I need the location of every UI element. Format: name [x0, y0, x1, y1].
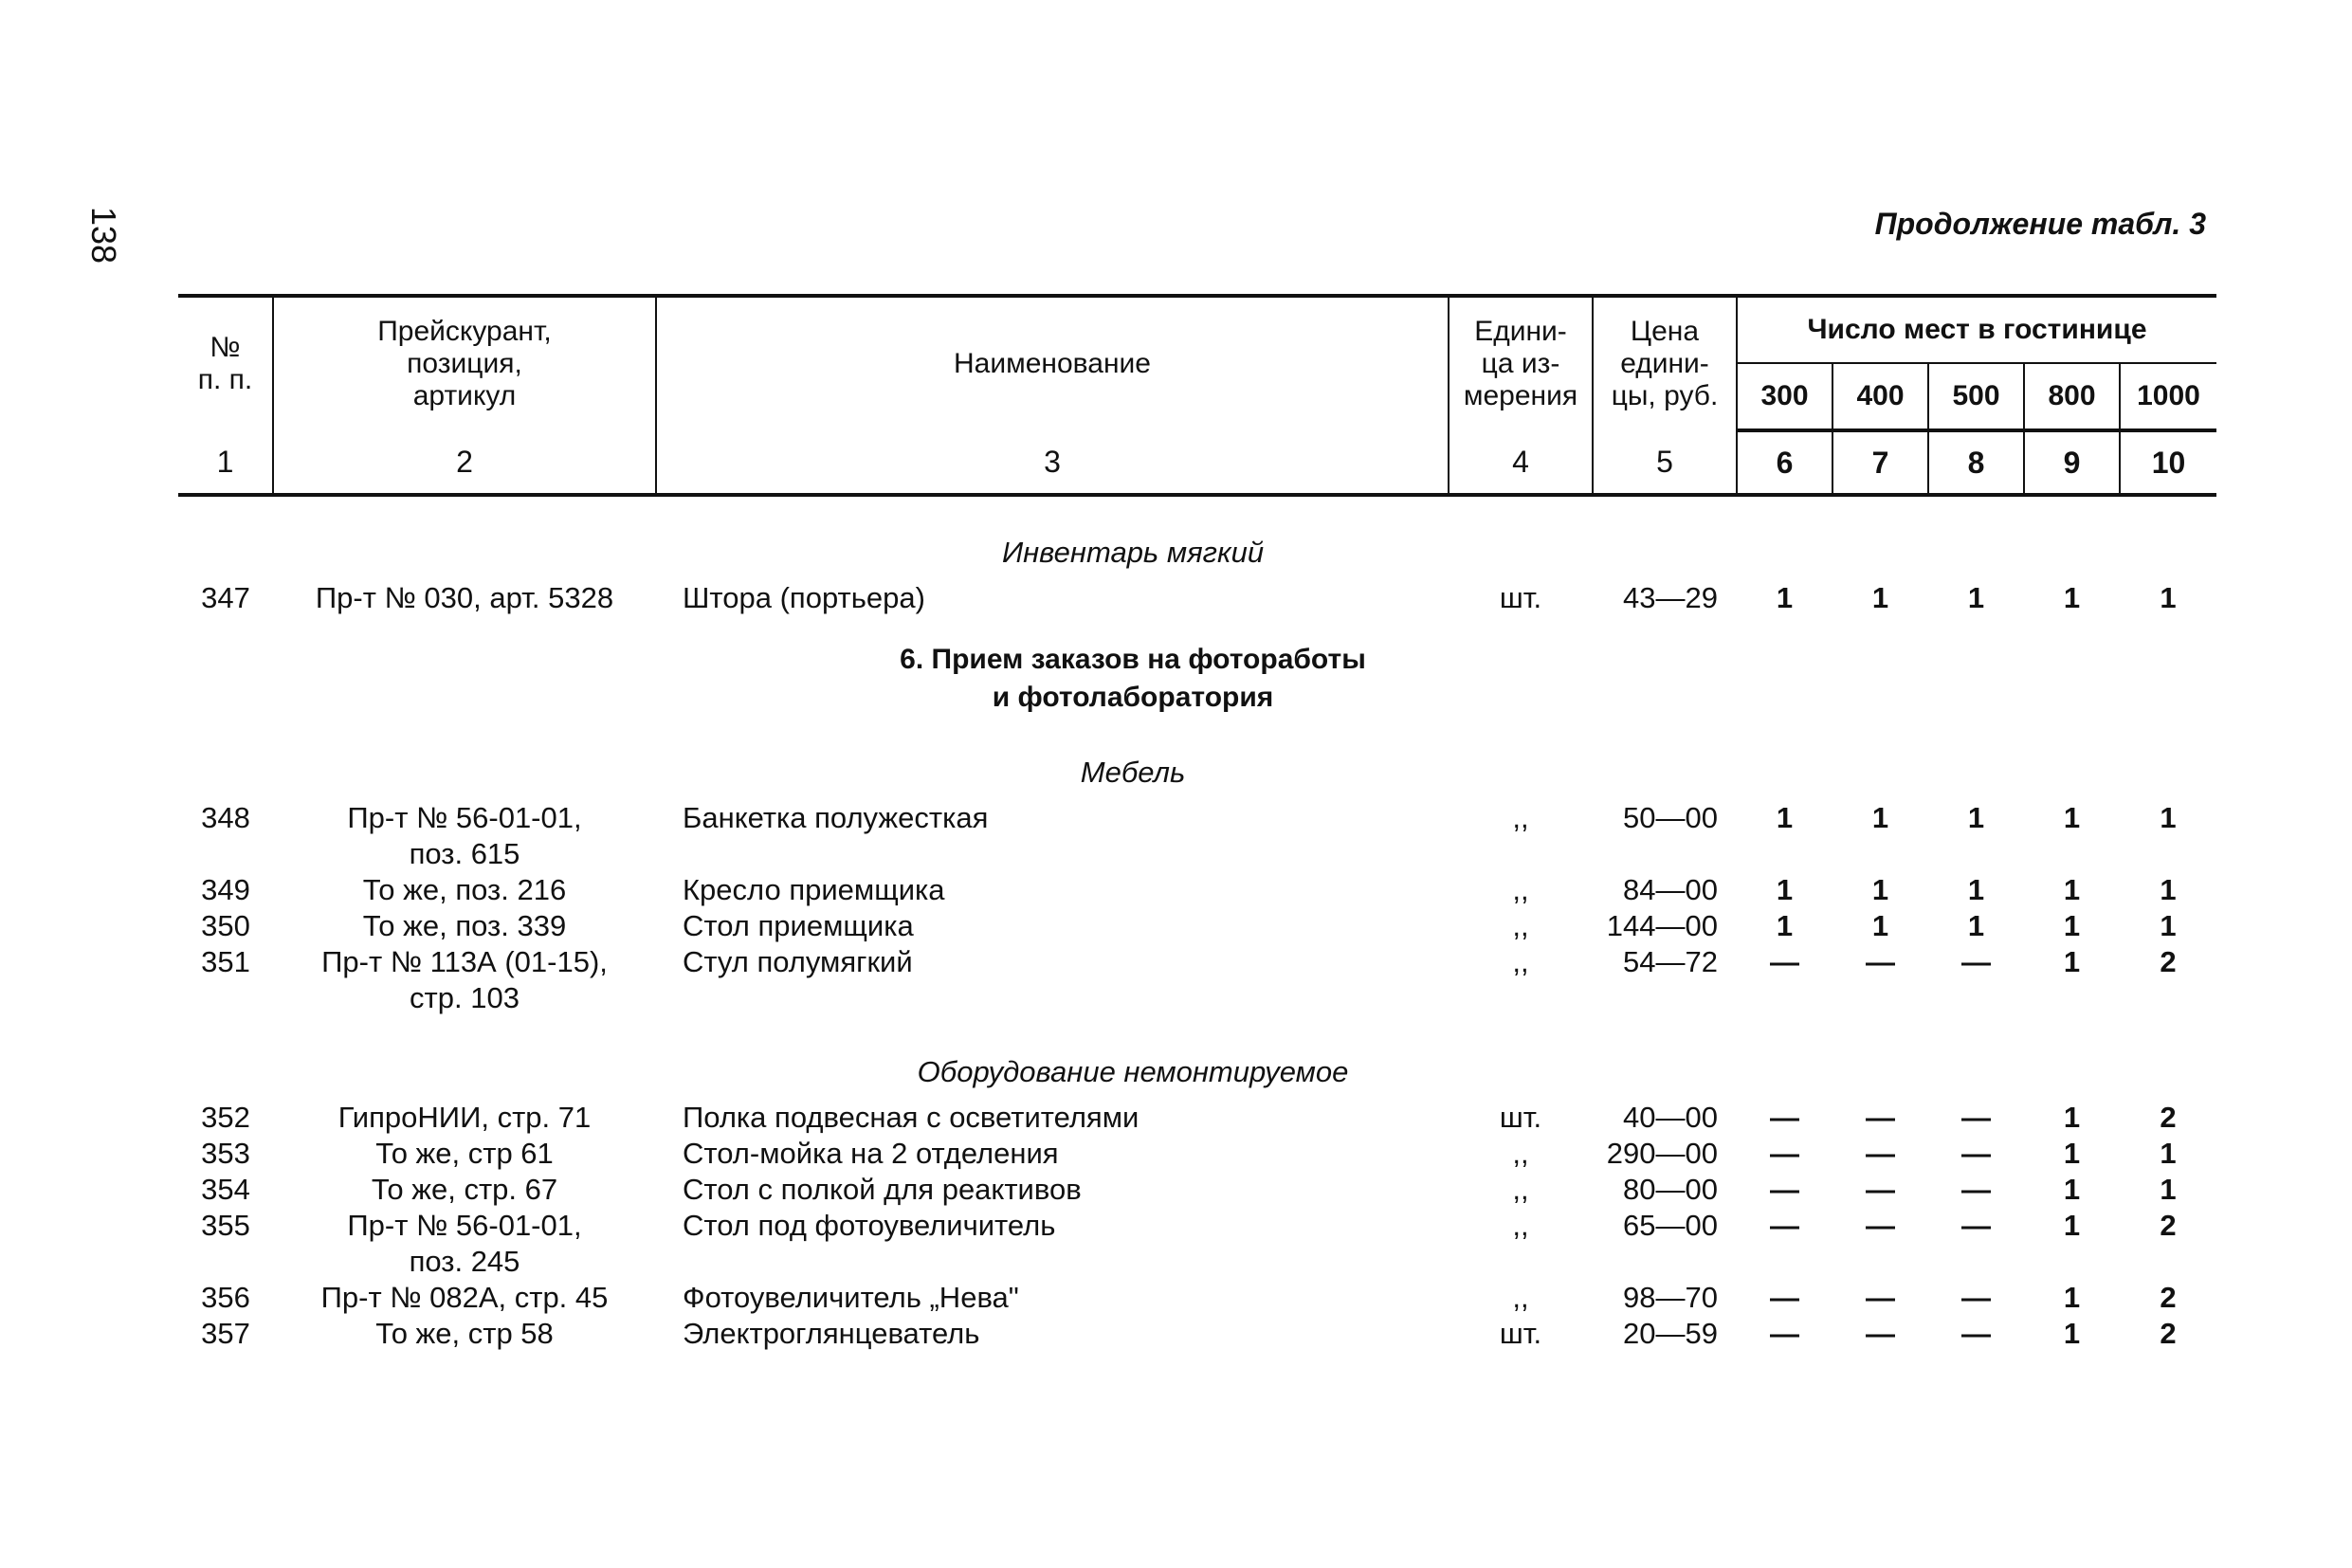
- row-number: 349: [201, 873, 250, 906]
- section-title: Инвентарь мягкий: [1001, 536, 1265, 569]
- row-name: Стол приемщика: [683, 909, 914, 942]
- table-row: [178, 1136, 2216, 1172]
- section-heading-row: [178, 1016, 2216, 1100]
- row-number: 356: [201, 1281, 250, 1314]
- header-unit: Едини- ца из- мерения: [1449, 296, 1593, 430]
- row-quantity: —: [1866, 945, 1895, 978]
- row-price: 40—00: [1623, 1101, 1718, 1134]
- row-pricelist: То же, стр 58: [375, 1317, 554, 1350]
- row-quantity: 1: [1967, 581, 1985, 614]
- row-quantity: —: [1866, 1281, 1895, 1314]
- table-row: [178, 1208, 2216, 1280]
- column-index: 5: [1593, 430, 1737, 495]
- table-header: [178, 296, 2216, 495]
- column-index: 8: [1928, 430, 2024, 495]
- row-pricelist: То же, поз. 339: [362, 909, 567, 942]
- table-row: [178, 908, 2216, 944]
- row-pricelist: То же, поз. 216: [362, 873, 567, 906]
- row-unit: ,,: [1512, 909, 1529, 942]
- row-quantity: 1: [2160, 581, 2177, 614]
- row-name: Полка подвесная с осветителями: [683, 1101, 1140, 1134]
- row-quantity: —: [1961, 1137, 1991, 1170]
- row-number: 350: [201, 909, 250, 942]
- row-price: 50—00: [1623, 801, 1718, 834]
- table-body: [178, 495, 2216, 1352]
- table-row: [178, 872, 2216, 908]
- row-name: Стул полумягкий: [683, 945, 913, 978]
- row-quantity: —: [1866, 1137, 1895, 1170]
- row-number: 357: [201, 1317, 250, 1350]
- table-row: [178, 1316, 2216, 1352]
- column-index-row: [178, 430, 2216, 495]
- row-quantity: —: [1961, 1173, 1991, 1206]
- row-quantity: —: [1961, 1317, 1991, 1350]
- row-quantity: 1: [2063, 1137, 2081, 1170]
- row-quantity: 1: [1967, 909, 1985, 942]
- row-quantity: —: [1866, 1101, 1895, 1134]
- section-title: 6. Прием заказов на фотоработы и фотолаборатория: [900, 644, 1366, 713]
- row-price: 80—00: [1623, 1173, 1718, 1206]
- row-price: 43—29: [1623, 581, 1718, 614]
- row-quantity: —: [1961, 1281, 1991, 1314]
- row-price: 84—00: [1623, 873, 1718, 906]
- row-quantity: —: [1770, 1173, 1799, 1206]
- row-quantity: —: [1961, 1209, 1991, 1242]
- row-quantity: 1: [2063, 801, 2081, 834]
- row-pricelist: То же, стр. 67: [371, 1173, 558, 1206]
- row-quantity: 2: [2160, 1281, 2177, 1314]
- row-number: 347: [201, 581, 250, 614]
- row-price: 65—00: [1623, 1209, 1718, 1242]
- row-price: 20—59: [1623, 1317, 1718, 1350]
- row-quantity: 1: [1776, 581, 1794, 614]
- row-number: 348: [201, 801, 250, 834]
- section-title: Оборудование немонтируемое: [917, 1055, 1349, 1088]
- row-quantity: —: [1866, 1209, 1895, 1242]
- row-number: 353: [201, 1137, 250, 1170]
- row-quantity: 1: [2160, 1137, 2177, 1170]
- row-quantity: 1: [1871, 581, 1889, 614]
- row-number: 354: [201, 1173, 250, 1206]
- row-unit: ,,: [1512, 1209, 1529, 1242]
- column-index: 1: [178, 430, 273, 495]
- header-capacity: 500: [1928, 363, 2024, 430]
- row-name: Электроглянцеватель: [683, 1317, 980, 1350]
- column-index: 10: [2120, 430, 2216, 495]
- table-caption: Продолжение табл. 3: [1874, 207, 2206, 241]
- price-table: [178, 294, 2216, 1352]
- row-name: Банкетка полужесткая: [683, 801, 989, 834]
- section-title: Мебель: [1080, 756, 1186, 789]
- row-quantity: —: [1961, 1101, 1991, 1134]
- header-capacity: 1000: [2120, 363, 2216, 430]
- header-capacity: 400: [1832, 363, 1928, 430]
- column-index: 7: [1832, 430, 1928, 495]
- row-quantity: —: [1770, 1209, 1799, 1242]
- row-quantity: —: [1770, 1281, 1799, 1314]
- row-number: 351: [201, 945, 250, 978]
- header-num: № п. п.: [197, 332, 253, 395]
- row-quantity: 1: [2160, 873, 2177, 906]
- row-pricelist: Пр-т № 030, арт. 5328: [315, 581, 614, 614]
- row-quantity: —: [1770, 1317, 1799, 1350]
- row-unit: ,,: [1512, 1137, 1529, 1170]
- section-heading-row: [178, 717, 2216, 800]
- table-row: [178, 944, 2216, 1016]
- row-quantity: 1: [2063, 1317, 2081, 1350]
- section-heading-row: [178, 616, 2216, 717]
- row-name: Стол с полкой для реактивов: [683, 1173, 1082, 1206]
- row-quantity: 2: [2160, 1209, 2177, 1242]
- row-quantity: 2: [2160, 945, 2177, 978]
- header-capacity: 800: [2024, 363, 2120, 430]
- header-capacity: 300: [1737, 363, 1832, 430]
- row-number: 352: [201, 1101, 250, 1134]
- row-name: Стол под фотоувеличитель: [683, 1209, 1056, 1242]
- row-quantity: 1: [2063, 1173, 2081, 1206]
- row-quantity: 1: [1871, 801, 1889, 834]
- table-row: [178, 1172, 2216, 1208]
- row-price: 290—00: [1606, 1137, 1718, 1170]
- row-price: 98—70: [1623, 1281, 1718, 1314]
- row-unit: шт.: [1499, 581, 1542, 614]
- row-quantity: 1: [2063, 1101, 2081, 1134]
- row-quantity: —: [1866, 1317, 1895, 1350]
- column-index: 3: [656, 430, 1449, 495]
- row-price: 54—72: [1623, 945, 1718, 978]
- row-name: Штора (портьера): [683, 581, 925, 614]
- row-quantity: 1: [2063, 945, 2081, 978]
- page-number: 138: [84, 207, 123, 264]
- header-places: Число мест в гостинице: [1737, 296, 2216, 363]
- row-unit: шт.: [1499, 1317, 1542, 1350]
- row-unit: ,,: [1512, 1173, 1529, 1206]
- row-unit: ,,: [1512, 945, 1529, 978]
- row-unit: ,,: [1512, 873, 1529, 906]
- header-price: Цена едини- цы, руб.: [1593, 296, 1737, 430]
- row-pricelist: То же, стр 61: [375, 1137, 554, 1170]
- table-row: [178, 580, 2216, 616]
- row-quantity: 1: [2160, 1173, 2177, 1206]
- row-unit: шт.: [1499, 1101, 1542, 1134]
- row-quantity: 1: [2063, 873, 2081, 906]
- row-quantity: —: [1770, 1101, 1799, 1134]
- table-row: [178, 1100, 2216, 1136]
- row-quantity: 1: [1871, 873, 1889, 906]
- column-index: 6: [1737, 430, 1832, 495]
- row-quantity: 1: [1871, 909, 1889, 942]
- row-name: Стол-мойка на 2 отделения: [683, 1137, 1059, 1170]
- column-index: 4: [1449, 430, 1593, 495]
- row-name: Фотоувеличитель „Нева": [683, 1281, 1019, 1314]
- column-index: 2: [273, 430, 656, 495]
- column-index: 9: [2024, 430, 2120, 495]
- row-unit: ,,: [1512, 801, 1529, 834]
- row-quantity: 1: [2063, 1281, 2081, 1314]
- row-quantity: —: [1961, 945, 1991, 978]
- row-quantity: 1: [2063, 1209, 2081, 1242]
- row-quantity: 1: [2160, 909, 2177, 942]
- row-quantity: 1: [1776, 873, 1794, 906]
- row-pricelist: Пр-т № 082А, стр. 45: [320, 1281, 609, 1314]
- row-price: 144—00: [1606, 909, 1718, 942]
- row-quantity: 2: [2160, 1101, 2177, 1134]
- table-row: [178, 1280, 2216, 1316]
- section-heading-row: [178, 495, 2216, 580]
- row-name: Кресло приемщика: [683, 873, 945, 906]
- row-quantity: 1: [1776, 909, 1794, 942]
- row-quantity: —: [1866, 1173, 1895, 1206]
- row-quantity: 1: [1776, 801, 1794, 834]
- row-pricelist: ГипроНИИ, стр. 71: [337, 1101, 592, 1134]
- row-quantity: 1: [1967, 801, 1985, 834]
- row-unit: ,,: [1512, 1281, 1529, 1314]
- header-name: Наименование: [656, 296, 1449, 430]
- row-quantity: 1: [2160, 801, 2177, 834]
- row-quantity: 1: [1967, 873, 1985, 906]
- row-quantity: 1: [2063, 581, 2081, 614]
- row-pricelist: Пр-т № 113А (01-15), стр. 103: [321, 945, 608, 1014]
- row-pricelist: Пр-т № 56-01-01, поз. 615: [347, 801, 582, 870]
- header-pricelist: Прейскурант, позиция, артикул: [273, 296, 656, 430]
- row-quantity: —: [1770, 1137, 1799, 1170]
- row-quantity: 1: [2063, 909, 2081, 942]
- row-pricelist: Пр-т № 56-01-01, поз. 245: [347, 1209, 582, 1278]
- row-quantity: 2: [2160, 1317, 2177, 1350]
- table-row: [178, 800, 2216, 872]
- row-number: 355: [201, 1209, 250, 1242]
- row-quantity: —: [1770, 945, 1799, 978]
